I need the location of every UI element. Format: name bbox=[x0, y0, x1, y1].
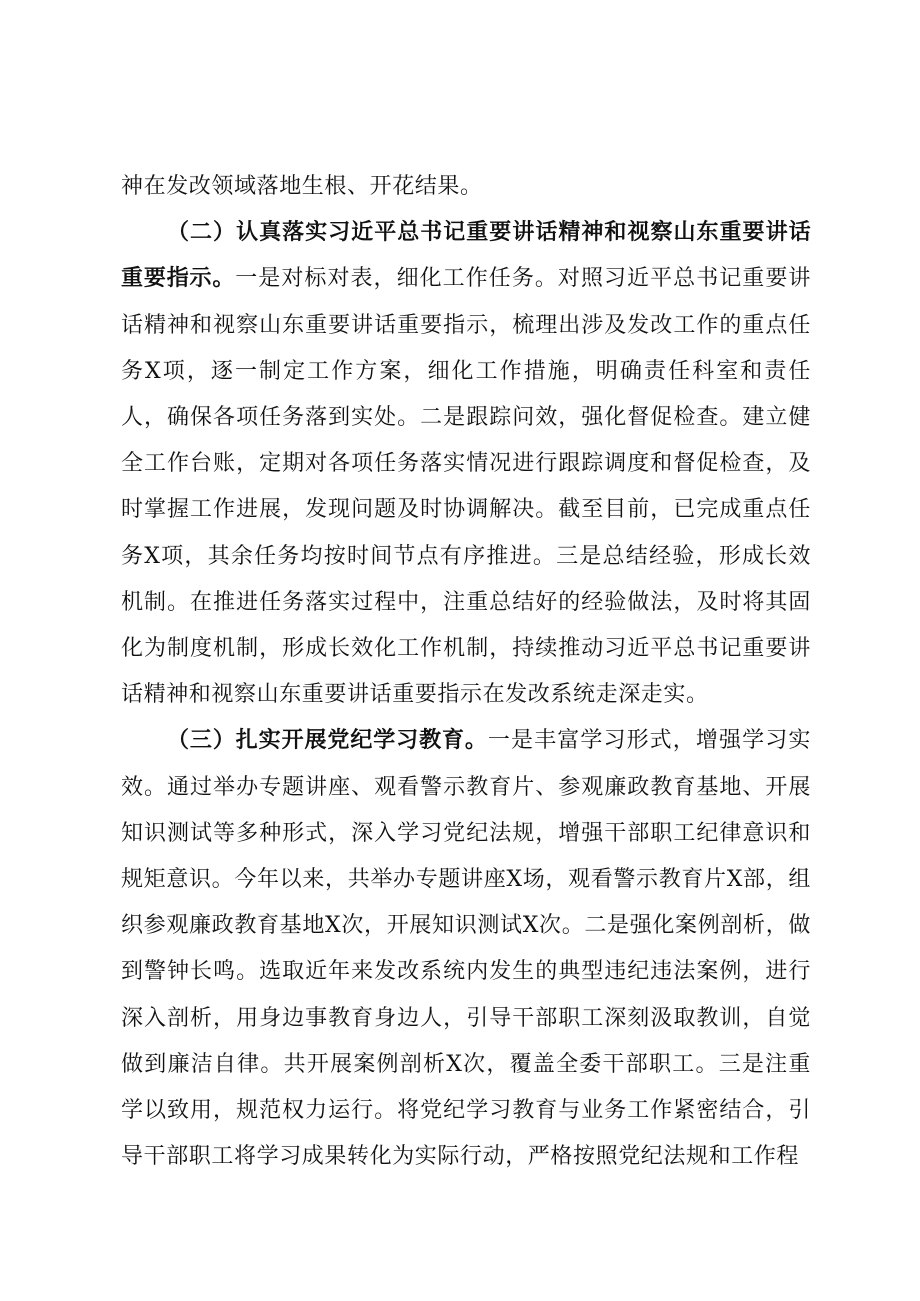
paragraph-section-3 bbox=[121, 718, 811, 1180]
paragraph-text: 神在发改领域落地生根、开花结果。 bbox=[121, 174, 483, 199]
paragraph-text: 一是对标对表，细化工作任务。对照习近平总书记重要讲话精神和视察山东重要讲话重要指示，梳理出涉及发改工作的重点任务X项，逐一制定工作方案，细化工作措施，明确责任科室和责任人，确保各项任务落到实处。二是跟踪问效，强化督促检查。建立健全工作台账，定期对各项任务落实情况进行跟踪调度和督促检查，及时掌握工作进展，发现问题及时协调解决。截至目前，已完成重点任务X项，其余任务均按时间节点有序推进。三是总结经验，形成长效机制。在推进任务落实过程中，注重总结好的经验做法，及时将其固化为制度机制，形成长效化工作机制，持续推动习近平总书记重要讲话精神和视察山东重要讲话重要指示在发改系统走深走实。 bbox=[121, 266, 811, 708]
paragraph-continuation bbox=[121, 164, 811, 210]
paragraph-text: 一是丰富学习形式，增强学习实效。通过举办专题讲座、观看警示教育片、参观廉政教育基地、开展知识测试等多种形式，深入学习党纪法规，增强干部职工纪律意识和规矩意识。今年以来，共举办专题讲座X场，观看警示教育片X部，组织参观廉政教育基地X次，开展知识测试X次。二是强化案例剖析，做到警钟长鸣。选取近年来发改系统内发生的典型违纪违法案例，进行深入剖析，用身边事教育身边人，引导干部职工深刻汲取教训，自觉做到廉洁自律。共开展案例剖析X次，覆盖全委干部职工。三是注重学以致用，规范权力运行。将党纪学习教育与业务工作紧密结合，引导干部职工将学习成果转化为实际行动，严格按照党纪法规和工作程 bbox=[121, 728, 811, 1170]
section-heading: （三）扎实开展党纪学习教育。 bbox=[167, 728, 488, 754]
paragraph-section-2 bbox=[121, 210, 811, 718]
section-heading: （二）认真落实习近平总书记重要讲话精神和视察山东重要讲话重要指示。 bbox=[121, 220, 811, 292]
document-body bbox=[121, 164, 811, 1180]
